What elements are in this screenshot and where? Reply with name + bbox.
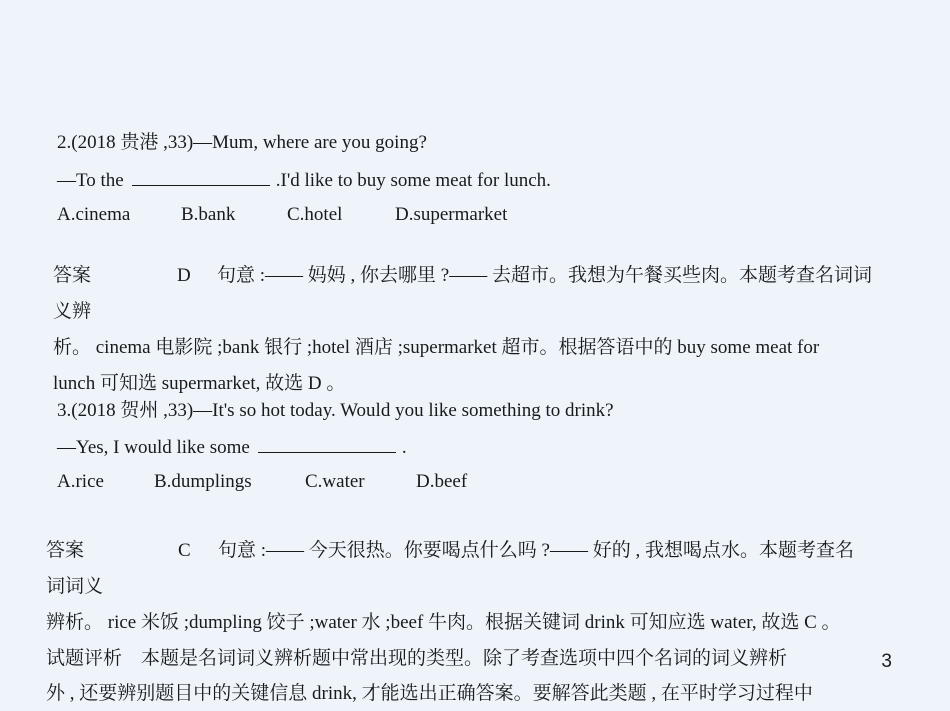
a2-label: 答案 xyxy=(53,265,92,286)
q3-option-c: C.water xyxy=(305,471,365,492)
q2-reply xyxy=(57,167,551,193)
q3-reply-after: . xyxy=(401,437,407,458)
a3-line3: 辨析。 rice 米饭 ;dumpling 饺子 ;water 水 ;beef 牛肉。根据关键词 drink 可知应选 water, 故选 C 。 xyxy=(46,612,841,633)
a2-line3: 析。 cinema 电影院 ;bank 银行 ;hotel 酒店 ;supermarket 超市。根据答语中的 buy some meat for xyxy=(53,337,820,358)
a2-letter: D xyxy=(177,265,191,286)
a3-line2: 词词义 xyxy=(46,576,104,597)
a3-line4: 试题评析 本题是名词词义辨析题中常出现的类型。除了考查选项中四个名词的词义辨析 xyxy=(46,648,788,669)
q2-blank xyxy=(132,167,270,186)
q2-options xyxy=(57,203,507,227)
q2-stem: 2.(2018 贵港 ,33)—Mum, where are you going? xyxy=(57,132,427,153)
a2-line4: lunch 可知选 supermarket, 故选 D 。 xyxy=(53,373,346,394)
a3-line1 xyxy=(46,539,854,563)
a3-text1: 句意 :—— 今天很热。你要喝点什么吗 ?—— 好的 , 我想喝点水。本题考查名 xyxy=(218,540,854,561)
q2-reply-after: .I'd like to buy some meat for lunch. xyxy=(275,170,551,191)
a2-line2: 义辨 xyxy=(53,301,92,322)
q2-reply-before: —To the xyxy=(57,170,124,191)
q3-reply-before: —Yes, I would like some xyxy=(57,437,250,458)
q3-options xyxy=(57,470,467,494)
q3-option-a: A.rice xyxy=(57,471,104,492)
q2-option-d: D.supermarket xyxy=(395,204,508,225)
q3-blank xyxy=(258,434,396,453)
q3-stem: 3.(2018 贺州 ,33)—It's so hot today. Would you like something to drink? xyxy=(57,400,614,421)
a3-label: 答案 xyxy=(46,540,85,561)
q3-option-b: B.dumplings xyxy=(154,471,252,492)
a2-text1: 句意 :—— 妈妈 , 你去哪里 ?—— 去超市。我想为午餐买些肉。本题考查名词词 xyxy=(217,265,872,286)
q3-option-d: D.beef xyxy=(416,471,468,492)
a2-line1 xyxy=(53,264,872,288)
page-number: 3 xyxy=(881,651,892,672)
a3-line5: 外 , 还要辨别题目中的关键信息 drink, 才能选出正确答案。要解答此类题 , 在平时学习过程中 xyxy=(46,683,813,704)
q2-option-c: C.hotel xyxy=(287,204,343,225)
q2-option-a: A.cinema xyxy=(57,204,131,225)
q2-option-b: B.bank xyxy=(181,204,236,225)
q3-reply xyxy=(57,434,407,460)
a3-letter: C xyxy=(178,540,191,561)
